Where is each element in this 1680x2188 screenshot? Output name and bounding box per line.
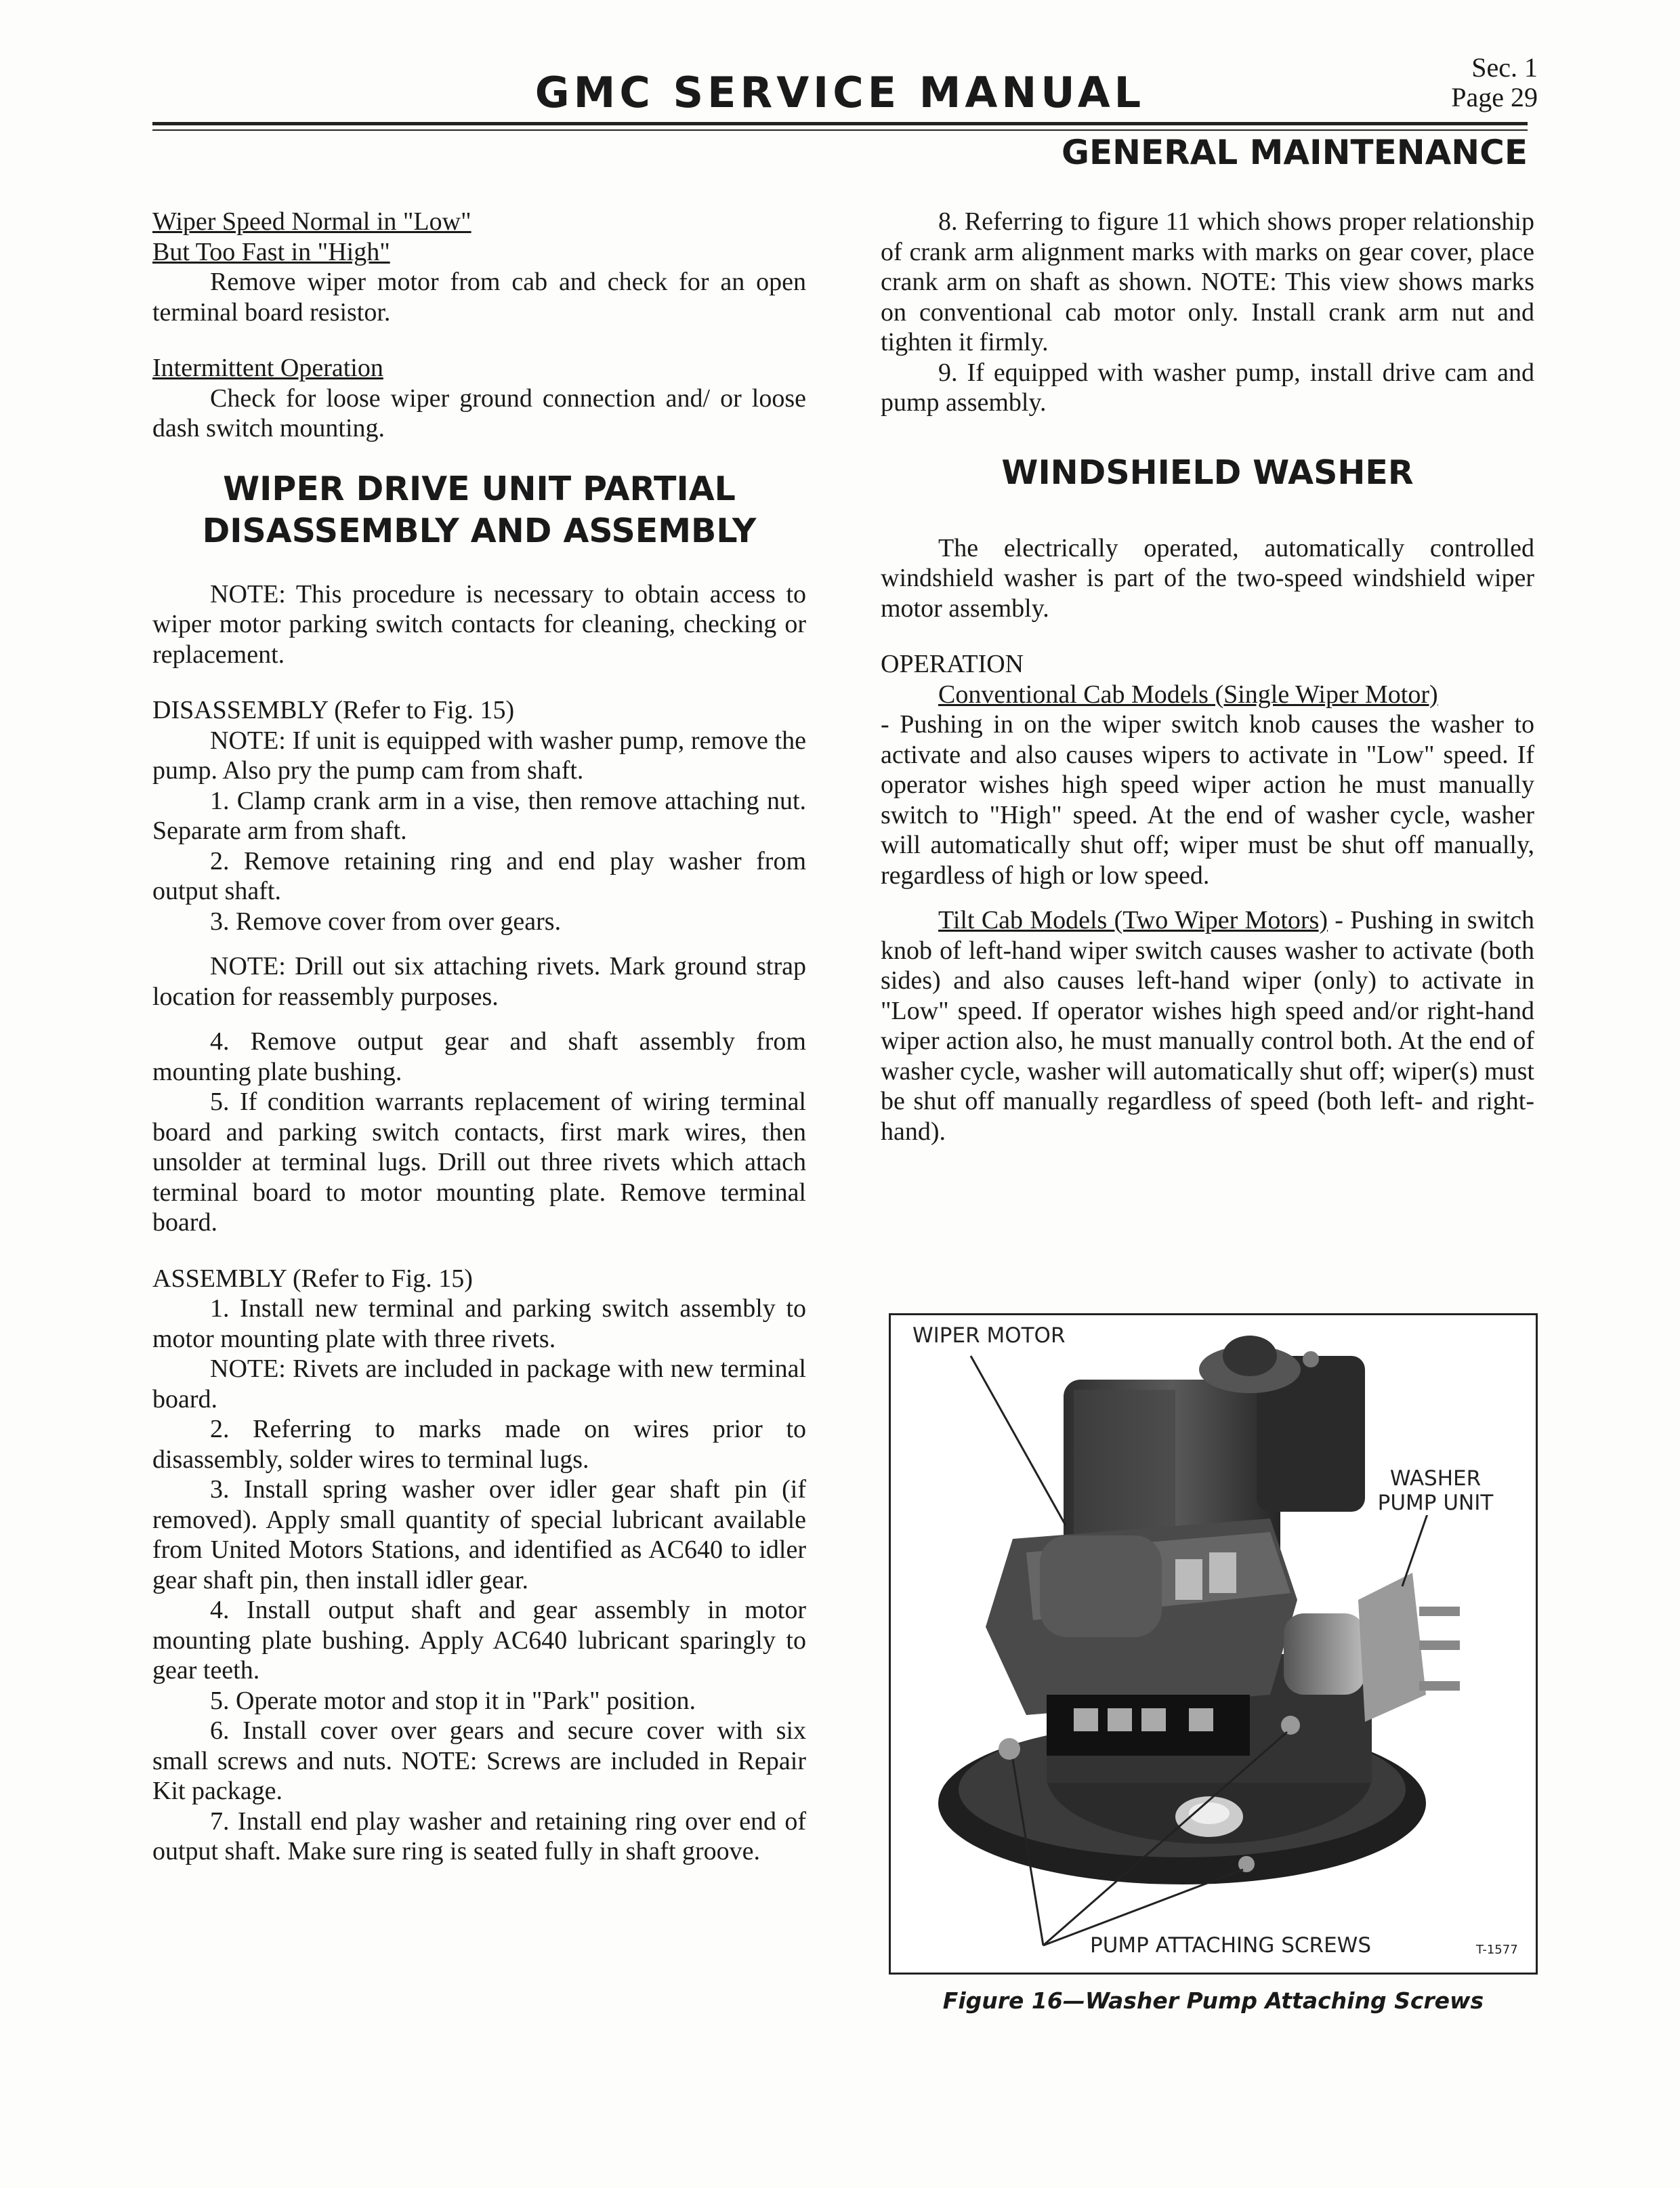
header-rule-thin <box>152 129 1528 131</box>
step-item: 7. Install end play washer and retaining ring over end of output shaft. Make sure ring is seated fully in shaft groove. <box>152 1807 806 1865</box>
wiper-motor-photo <box>891 1315 1536 1973</box>
paragraph: The electrically operated, automatically controlled windshield washer is part of the two-speed windshield wiper motor assembly. <box>881 533 1534 623</box>
paragraph: - Pushing in on the wiper switch knob causes the washer to activate and also causes wipers to activate in "Low" speed. If operator wishes high speed wiper action he must manually switch to "High" speed. At the end of washer cycle, washer will automatically shut off; wiper must be shut off manually, regardless of high or low speed. <box>881 710 1534 890</box>
step-item: 2. Remove retaining ring and end play washer from output shaft. <box>152 846 806 905</box>
label-washer-pump <box>1365 1466 1506 1515</box>
step-item: 6. Install cover over gears and secure cover with six small screws and nuts. NOTE: Screws are included in Repair Kit package. <box>152 1716 806 1805</box>
tilt-cab-text: - Pushing in switch knob of left-hand wiper switch causes washer to activate (both sides) and also causes left-hand wiper (only) to activate in "Low" speed. If operator wishes high speed and/or right-hand wiper action also, he must manually control both. At the end of washer cycle, washer will automatically shut off; wiper(s) must be shut off manually regardless of speed (both left- and right-hand). <box>881 906 1534 1146</box>
paragraph: Remove wiper motor from cab and check for an open terminal board resistor. <box>152 268 806 327</box>
step-item: 4. Install output shaft and gear assembly in motor mounting plate bushing. Apply AC640 lubricant sparingly to gear teeth. <box>152 1596 806 1685</box>
step-item: 1. Install new terminal and parking switch assembly to motor mounting plate with three rivets. <box>152 1294 806 1353</box>
paragraph <box>881 905 1534 1147</box>
note-paragraph: NOTE: Rivets are included in package with new terminal board. <box>152 1355 806 1413</box>
note-paragraph: NOTE: Drill out six attaching rivets. Mark ground strap location for reassembly purposes. <box>152 952 806 1011</box>
disassembly-heading: DISASSEMBLY (Refer to Fig. 15) <box>152 696 515 724</box>
step-item: 3. Install spring washer over idler gear shaft pin (if removed). Apply small quantity of special lubricant available from United Motors Stations, and identified as AC640 to idler gear shaft pin, then install idler gear. <box>152 1475 806 1594</box>
step-item: 9. If equipped with washer pump, install drive cam and pump assembly. <box>881 358 1534 417</box>
step-item: 1. Clamp crank arm in a vise, then remove attaching nut. Separate arm from shaft. <box>152 786 806 845</box>
step-item: 8. Referring to figure 11 which shows proper relationship of crank arm alignment marks with marks on gear cover, place crank arm on shaft as shown. NOTE: This view shows marks on conventional cab motor only. Install crank arm nut and tighten it firmly. <box>881 207 1534 356</box>
step-item: 5. If condition warrants replacement of wiring terminal board and parking switch contacts, first mark wires, then unsolder at terminal lugs. Drill out three rivets which attach terminal board to motor mounting plate. Remove terminal board. <box>152 1088 806 1237</box>
paragraph: Check for loose wiper ground connection and/ or loose dash switch mounting. <box>152 384 806 442</box>
figure-washer-pump <box>889 1313 1538 1975</box>
figure-caption: Figure 16—Washer Pump Attaching Screws <box>942 1987 1484 2014</box>
conventional-cab-title <box>881 680 1534 710</box>
subheading-intermittent: Intermittent Operation <box>152 354 383 382</box>
left-column <box>152 207 806 1867</box>
label-pump-attaching-screws: PUMP ATTACHING SCREWS <box>1087 1933 1374 1958</box>
note-paragraph: NOTE: If unit is equipped with washer pump, remove the pump. Also pry the pump cam from shaft. <box>152 726 806 785</box>
right-column <box>881 207 1534 1147</box>
page-number: Page 29 <box>1451 82 1538 112</box>
note-paragraph: NOTE: This procedure is necessary to obtain access to wiper motor parking switch contacts for cleaning, checking or replacement. <box>152 579 806 669</box>
page-reference <box>1451 53 1538 112</box>
conventional-cab-heading: Conventional Cab Models (Single Wiper Motor) <box>938 680 1438 709</box>
assembly-heading: ASSEMBLY (Refer to Fig. 15) <box>152 1264 473 1293</box>
label-wiper-motor: WIPER MOTOR <box>910 1323 1068 1348</box>
heading-windshield-washer: WINDSHIELD WASHER <box>1001 453 1414 492</box>
section-number: Sec. 1 <box>1471 52 1538 83</box>
manual-title: GMC SERVICE MANUAL <box>534 68 1146 117</box>
step-item: 2. Referring to marks made on wires prior to disassembly, solder wires to terminal lugs. <box>152 1415 806 1474</box>
figure-code: T-1577 <box>1473 1943 1521 1957</box>
section-title: GENERAL MAINTENANCE <box>1061 133 1528 172</box>
step-item: 4. Remove output gear and shaft assembly from mounting plate bushing. <box>152 1027 806 1086</box>
tilt-cab-heading: Tilt Cab Models (Two Wiper Motors) <box>938 906 1328 934</box>
label-washer-pump-line2: PUMP UNIT <box>1377 1491 1494 1515</box>
subheading-speed-high: But Too Fast in "High" <box>152 237 390 266</box>
label-washer-pump-line1: WASHER <box>1389 1466 1482 1491</box>
subheading-speed-low: Wiper Speed Normal in "Low" <box>152 207 471 236</box>
step-item: 3. Remove cover from over gears. <box>210 907 562 936</box>
heading-wiper-drive-unit: WIPER DRIVE UNIT PARTIAL DISASSEMBLY AND ASSEMBLY <box>202 469 757 550</box>
operation-heading: OPERATION <box>881 650 1024 678</box>
header-rule <box>152 122 1528 125</box>
step-item: 5. Operate motor and stop it in "Park" position. <box>210 1686 696 1715</box>
